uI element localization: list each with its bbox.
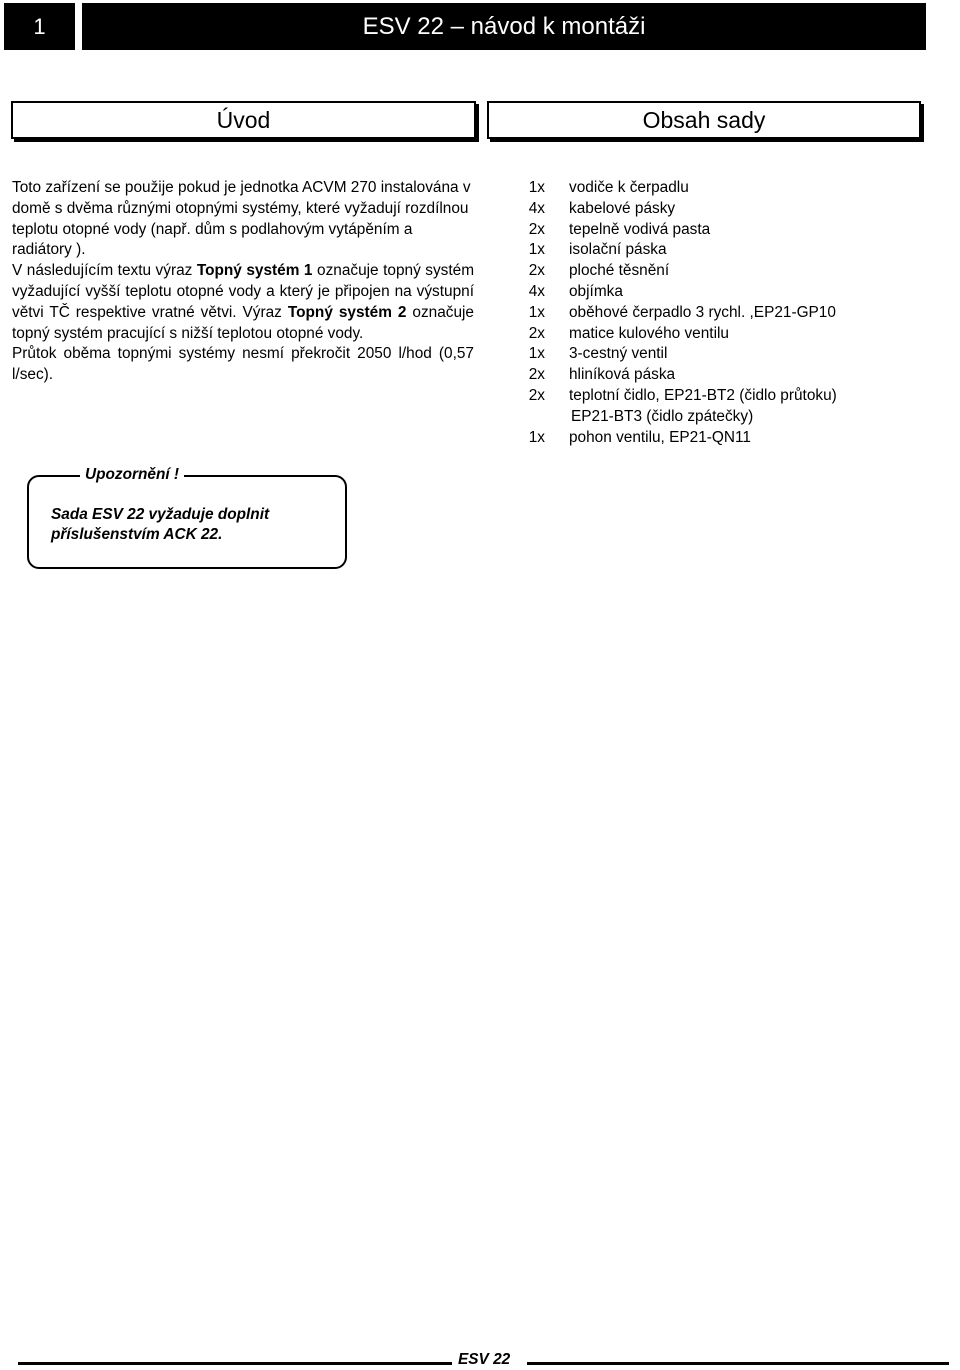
list-item bbox=[500, 386, 837, 407]
item-qty: 2x bbox=[528, 386, 545, 404]
list-item bbox=[500, 261, 837, 282]
item-desc: hliníková páska bbox=[569, 366, 676, 384]
item-qty: 2x bbox=[528, 324, 545, 342]
intro-p2-part-b: označuje topný systém vyžadující vyšší teplotu otopné vody a který je připojen na výstupní větvi TČ respektive vratné větvi. Výraz bbox=[12, 262, 475, 321]
list-item bbox=[500, 282, 837, 303]
item-desc: 3-cestný ventil bbox=[569, 345, 668, 363]
item-qty: 1x bbox=[528, 345, 545, 363]
footer-rule-right bbox=[527, 1362, 949, 1365]
intro-p2-part-c: označuje topný systém pracující s nižší teplotou otopné vody. bbox=[12, 303, 474, 342]
item-desc: matice kulového ventilu bbox=[569, 324, 729, 342]
term-heating-system-1: Topný systém 1 bbox=[196, 262, 313, 280]
item-desc: isolační páska bbox=[569, 241, 667, 259]
item-desc: pohon ventilu, EP21-QN11 bbox=[569, 428, 751, 446]
item-qty: 1x bbox=[528, 179, 545, 196]
warning-line-2: příslušenstvím ACK 22. bbox=[51, 526, 223, 543]
item-desc: tepelně vodivá pasta bbox=[569, 220, 711, 238]
item-qty: 1x bbox=[528, 241, 545, 259]
item-desc: teplotní čidlo, EP21-BT2 (čidlo průtoku) bbox=[569, 386, 837, 404]
kit-list bbox=[500, 178, 837, 448]
kit-section-heading: Obsah sady bbox=[487, 101, 921, 139]
term-heating-system-2: Topný systém 2 bbox=[287, 303, 407, 321]
item-qty: 2x bbox=[528, 262, 545, 280]
list-item bbox=[500, 199, 837, 220]
item-qty: 4x bbox=[528, 199, 545, 217]
item-qty: 2x bbox=[528, 220, 545, 238]
list-item bbox=[500, 324, 837, 345]
intro-paragraph-3: Průtok oběma topnými systémy nesmí překročit 2050 l/hod (0,57 l/sec). bbox=[12, 345, 474, 384]
intro-paragraph-1: Toto zařízení se použije pokud je jednotka ACVM 270 instalována v domě s dvěma různými otopnými systémy, které vyžadují rozdílnou teplotu otopné vody (např. dům s podlahovým vytápěním a radiátory ). bbox=[12, 179, 471, 259]
item-desc: vodiče k čerpadlu bbox=[569, 179, 689, 196]
item-desc: kabelové pásky bbox=[569, 199, 676, 217]
warning-title: Upozornění ! bbox=[80, 466, 184, 484]
intro-section-heading: Úvod bbox=[11, 101, 476, 139]
list-item bbox=[500, 220, 837, 241]
item-qty: 1x bbox=[528, 303, 545, 321]
footer-rule-left bbox=[18, 1362, 452, 1365]
list-item bbox=[500, 344, 837, 365]
item-qty: 2x bbox=[528, 366, 545, 384]
footer-label: ESV 22 bbox=[458, 1351, 511, 1368]
intro-p2-part-a: V následujícím textu výraz bbox=[12, 262, 197, 280]
item-desc: objímka bbox=[569, 282, 623, 300]
warning-text bbox=[51, 505, 269, 545]
list-item bbox=[500, 178, 837, 199]
item-desc: ploché těsnění bbox=[569, 262, 670, 280]
list-item bbox=[500, 365, 837, 386]
list-item bbox=[500, 428, 837, 449]
document-title: ESV 22 – návod k montáži bbox=[82, 3, 926, 50]
page-number: 1 bbox=[4, 3, 75, 50]
list-item bbox=[500, 303, 837, 324]
item-qty: 1x bbox=[528, 428, 545, 446]
intro-paragraph-2 bbox=[12, 261, 474, 344]
warning-line-1: Sada ESV 22 vyžaduje doplnit bbox=[51, 506, 270, 523]
item-qty: 4x bbox=[528, 282, 545, 300]
list-item bbox=[500, 240, 837, 261]
item-desc: oběhové čerpadlo 3 rychl. ,EP21-GP10 bbox=[569, 303, 836, 321]
intro-text bbox=[12, 178, 474, 386]
list-item-continuation: EP21-BT3 (čidlo zpátečky) bbox=[571, 407, 754, 425]
